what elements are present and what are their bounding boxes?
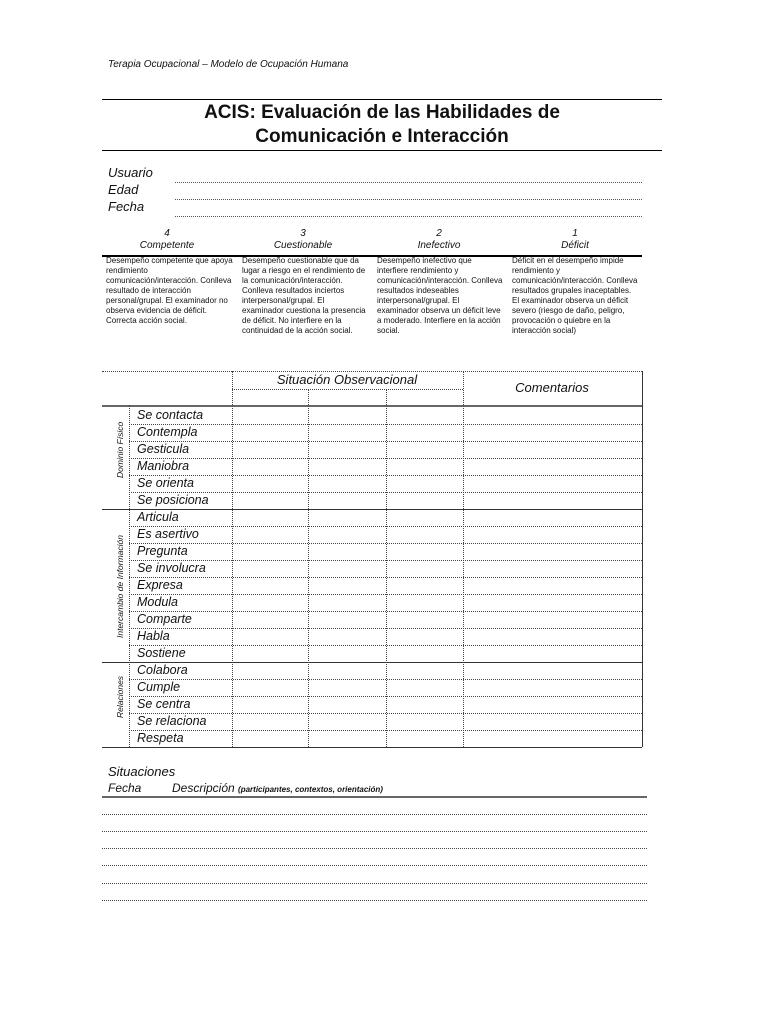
field-fecha-line[interactable] <box>175 216 642 217</box>
table-cell[interactable] <box>387 629 462 644</box>
skill-row-label: Expresa <box>137 578 183 592</box>
table-cell[interactable] <box>387 476 462 491</box>
comentarios-header: Comentarios <box>515 380 589 395</box>
table-cell[interactable] <box>464 408 641 423</box>
table-cell[interactable] <box>233 544 307 559</box>
scale-4-num: 4 <box>164 228 170 239</box>
table-cell[interactable] <box>464 510 641 525</box>
table-cell[interactable] <box>309 561 385 576</box>
table-cell[interactable] <box>464 544 641 559</box>
table-cell[interactable] <box>309 595 385 610</box>
situacion-entry-line[interactable] <box>102 900 647 901</box>
table-cell[interactable] <box>387 612 462 627</box>
skill-row-label: Se posiciona <box>137 493 209 507</box>
title-bottom-rule <box>102 150 662 151</box>
descripcion-subtext: (participantes, contextos, orientación) <box>238 785 383 794</box>
table-cell[interactable] <box>309 680 385 695</box>
situaciones-descripcion-label <box>172 781 383 795</box>
table-cell[interactable] <box>233 578 307 593</box>
scale-2-desc: Desempeño inefectivo que interfiere rendimiento y comunicación/interacción. Conlleva resultados indeseables interpersonal/grupal. El examinador observa un déficit leve a moderado. Interfiere en la acción social. <box>377 256 503 335</box>
table-cell[interactable] <box>387 663 462 678</box>
scale-1-label: Déficit <box>561 240 589 251</box>
table-cell[interactable] <box>387 578 462 593</box>
table-cell[interactable] <box>464 493 641 508</box>
table-cell[interactable] <box>309 476 385 491</box>
table-cell[interactable] <box>233 408 307 423</box>
table-cell[interactable] <box>464 680 641 695</box>
table-cell[interactable] <box>309 425 385 440</box>
table-cell[interactable] <box>309 629 385 644</box>
table-cell[interactable] <box>233 425 307 440</box>
table-cell[interactable] <box>309 442 385 457</box>
table-cell[interactable] <box>309 646 385 661</box>
table-cell[interactable] <box>233 476 307 491</box>
table-cell[interactable] <box>387 425 462 440</box>
table-cell[interactable] <box>387 561 462 576</box>
table-cell[interactable] <box>233 442 307 457</box>
table-cell[interactable] <box>233 629 307 644</box>
table-cell[interactable] <box>387 646 462 661</box>
table-cell[interactable] <box>233 663 307 678</box>
table-cell[interactable] <box>233 680 307 695</box>
field-edad-line[interactable] <box>175 199 642 200</box>
table-cell[interactable] <box>387 510 462 525</box>
table-cell[interactable] <box>464 629 641 644</box>
table-cell[interactable] <box>233 646 307 661</box>
scale-3-desc: Desempeño cuestionable que da lugar a riesgo en el rendimiento de la comunicación/interacción. Conlleva resultados inciertos interpersonal/grupal. El examinador cuestiona la presencia de déficit. No interfiere en la continuidad de la acción social. <box>242 256 366 335</box>
scale-1-num: 1 <box>572 228 578 239</box>
table-cell[interactable] <box>233 510 307 525</box>
table-cell[interactable] <box>233 527 307 542</box>
document-subtitle: Terapia Ocupacional – Modelo de Ocupación Humana <box>108 59 349 70</box>
scale-2-num: 2 <box>436 228 442 239</box>
situacion-entry-line[interactable] <box>102 865 647 866</box>
table-cell[interactable] <box>387 544 462 559</box>
field-edad-label: Edad <box>108 182 139 197</box>
table-cell[interactable] <box>464 714 641 729</box>
table-cell[interactable] <box>464 663 641 678</box>
situacion-entry-line[interactable] <box>102 848 647 849</box>
table-cell[interactable] <box>233 459 307 474</box>
table-cell[interactable] <box>387 595 462 610</box>
domain-label-fisico: Dominio Físico <box>115 421 125 478</box>
table-cell[interactable] <box>464 476 641 491</box>
situaciones-header-rule <box>102 796 647 798</box>
skill-row-label: Contempla <box>137 425 198 439</box>
title-top-rule <box>102 99 662 100</box>
skill-row-label: Comparte <box>137 612 192 626</box>
table-cell[interactable] <box>387 493 462 508</box>
skill-row-label: Respeta <box>137 731 184 745</box>
table-cell[interactable] <box>309 408 385 423</box>
table-cell[interactable] <box>309 714 385 729</box>
field-fecha-label: Fecha <box>108 199 145 214</box>
table-cell[interactable] <box>233 561 307 576</box>
domain-label-relaciones: Relaciones <box>115 675 125 718</box>
table-right-border <box>642 371 643 747</box>
table-cell[interactable] <box>387 459 462 474</box>
table-cell[interactable] <box>464 646 641 661</box>
table-cell[interactable] <box>464 612 641 627</box>
scale-3-num: 3 <box>300 228 306 239</box>
title-line-2: Comunicación e Interacción <box>255 126 509 147</box>
table-cell[interactable] <box>309 493 385 508</box>
situacion-entry-line[interactable] <box>102 814 647 815</box>
situacion-entry-line[interactable] <box>102 831 647 832</box>
table-cell[interactable] <box>464 527 641 542</box>
table-cell[interactable] <box>233 612 307 627</box>
descripcion-text: Descripción <box>172 781 235 795</box>
table-cell[interactable] <box>387 714 462 729</box>
skill-row-label: Es asertivo <box>137 527 199 541</box>
scale-1-desc: Déficit en el desempeño impide rendimiento y comunicación/interacción. Conlleva resultados grupales inaceptables. El examinador observa un déficit severo (riesgo de daño, peligro, provocación o quiebre en la interacción social) <box>512 256 638 335</box>
skill-row-label: Se centra <box>137 697 191 711</box>
scale-2 <box>374 228 504 252</box>
table-cell[interactable] <box>387 408 462 423</box>
table-cell[interactable] <box>309 731 385 746</box>
skill-row-label: Modula <box>137 595 178 609</box>
scale-3-label: Cuestionable <box>273 240 333 251</box>
scale-4-desc: Desempeño competente que apoya rendimiento comunicación/interacción. Conlleva resultado de interacción personal/grupal. El examinador no observa evidencia de déficit. Correcta acción social. <box>106 256 233 325</box>
table-cell[interactable] <box>309 510 385 525</box>
table-row-line <box>102 747 642 748</box>
table-cell[interactable] <box>387 442 462 457</box>
skill-row-label: Colabora <box>137 663 188 677</box>
table-cell[interactable] <box>464 578 641 593</box>
skill-row-label: Se involucra <box>137 561 206 575</box>
table-cell[interactable] <box>233 697 307 712</box>
table-cell[interactable] <box>233 493 307 508</box>
situaciones-title: Situaciones <box>108 764 176 779</box>
table-cell[interactable] <box>464 442 641 457</box>
table-label-border <box>129 405 130 747</box>
table-cell[interactable] <box>309 612 385 627</box>
scale-4 <box>102 228 232 252</box>
table-cell[interactable] <box>309 697 385 712</box>
field-usuario-line[interactable] <box>175 182 642 183</box>
table-cell[interactable] <box>387 527 462 542</box>
skill-row-label: Habla <box>137 629 170 643</box>
field-usuario-label: Usuario <box>108 165 153 180</box>
table-cell[interactable] <box>233 714 307 729</box>
situacion-header: Situación Observacional <box>276 372 418 387</box>
scale-2-label: Inefectivo <box>417 240 461 251</box>
table-cell[interactable] <box>233 731 307 746</box>
table-cell[interactable] <box>309 527 385 542</box>
skill-row-label: Sostiene <box>137 646 186 660</box>
scale-1 <box>510 228 640 252</box>
domain-label-informacion: Intercambio de Información <box>115 535 125 638</box>
table-cell[interactable] <box>464 595 641 610</box>
skill-row-label: Maniobra <box>137 459 190 473</box>
table-cell[interactable] <box>309 544 385 559</box>
table-cell[interactable] <box>309 578 385 593</box>
scale-4-label: Competente <box>139 240 195 251</box>
table-cell[interactable] <box>464 425 641 440</box>
skill-row-label: Cumple <box>137 680 181 694</box>
skill-row-label: Gesticula <box>137 442 190 456</box>
table-cell[interactable] <box>233 595 307 610</box>
table-cell[interactable] <box>464 561 641 576</box>
table-cell[interactable] <box>387 731 462 746</box>
scale-3 <box>238 228 368 252</box>
skill-row-label: Articula <box>137 510 179 524</box>
document-title <box>102 101 662 149</box>
table-cell[interactable] <box>387 697 462 712</box>
title-line-1: ACIS: Evaluación de las Habilidades de <box>204 102 560 123</box>
table-cell[interactable] <box>464 459 641 474</box>
skill-row-label: Se relaciona <box>137 714 207 728</box>
situacion-entry-line[interactable] <box>102 883 647 884</box>
skill-row-label: Se contacta <box>137 408 204 422</box>
skill-row-label: Se orienta <box>137 476 194 490</box>
table-cell[interactable] <box>309 663 385 678</box>
table-top-line <box>102 371 642 372</box>
skill-row-label: Pregunta <box>137 544 188 558</box>
table-cell[interactable] <box>309 459 385 474</box>
table-cell[interactable] <box>464 697 641 712</box>
table-cell[interactable] <box>387 680 462 695</box>
table-cell[interactable] <box>464 731 641 746</box>
situacion-subline <box>232 389 463 390</box>
situaciones-fecha-label: Fecha <box>108 781 142 795</box>
